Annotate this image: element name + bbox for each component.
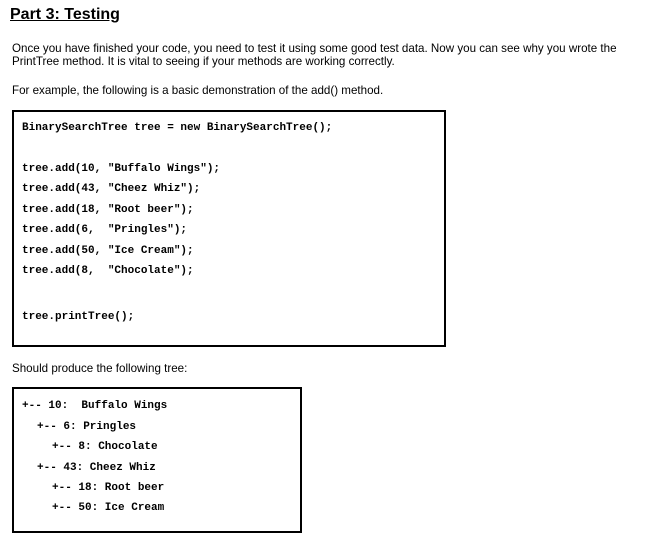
intro-line-2: PrintTree method. It is vital to seeing if your methods are working correctly. (12, 55, 395, 68)
code-line-print: tree.printTree(); (22, 311, 135, 323)
code-line-add: tree.add(8, "Chocolate"); (22, 265, 194, 277)
code-line-add: tree.add(10, "Buffalo Wings"); (22, 163, 221, 175)
tree-node-line: +-- 6: Pringles (37, 421, 137, 433)
intro-paragraph (12, 42, 617, 68)
tree-node-line: +-- 50: Ice Cream (52, 502, 165, 514)
tree-node-line: +-- 43: Cheez Whiz (37, 462, 156, 474)
tree-node-line: +-- 18: Root beer (52, 482, 165, 494)
code-line-add: tree.add(6, "Pringles"); (22, 224, 188, 236)
code-line-add: tree.add(18, "Root beer"); (22, 204, 194, 216)
code-line-add: tree.add(43, "Cheez Whiz"); (22, 183, 201, 195)
code-example-box (12, 110, 446, 347)
tree-output-box (12, 387, 302, 533)
result-paragraph: Should produce the following tree: (12, 362, 188, 375)
code-line-add: tree.add(50, "Ice Cream"); (22, 245, 194, 257)
intro-line-1: Once you have finished your code, you need to test it using some good test data. Now you can see why you wrote the (12, 42, 617, 55)
example-paragraph: For example, the following is a basic demonstration of the add() method. (12, 84, 384, 97)
code-line-declaration: BinarySearchTree tree = new BinarySearchTree(); (22, 122, 333, 134)
tree-node-line: +-- 8: Chocolate (52, 441, 158, 453)
tree-node-line: +-- 10: Buffalo Wings (22, 400, 168, 412)
section-heading: Part 3: Testing (10, 6, 120, 23)
